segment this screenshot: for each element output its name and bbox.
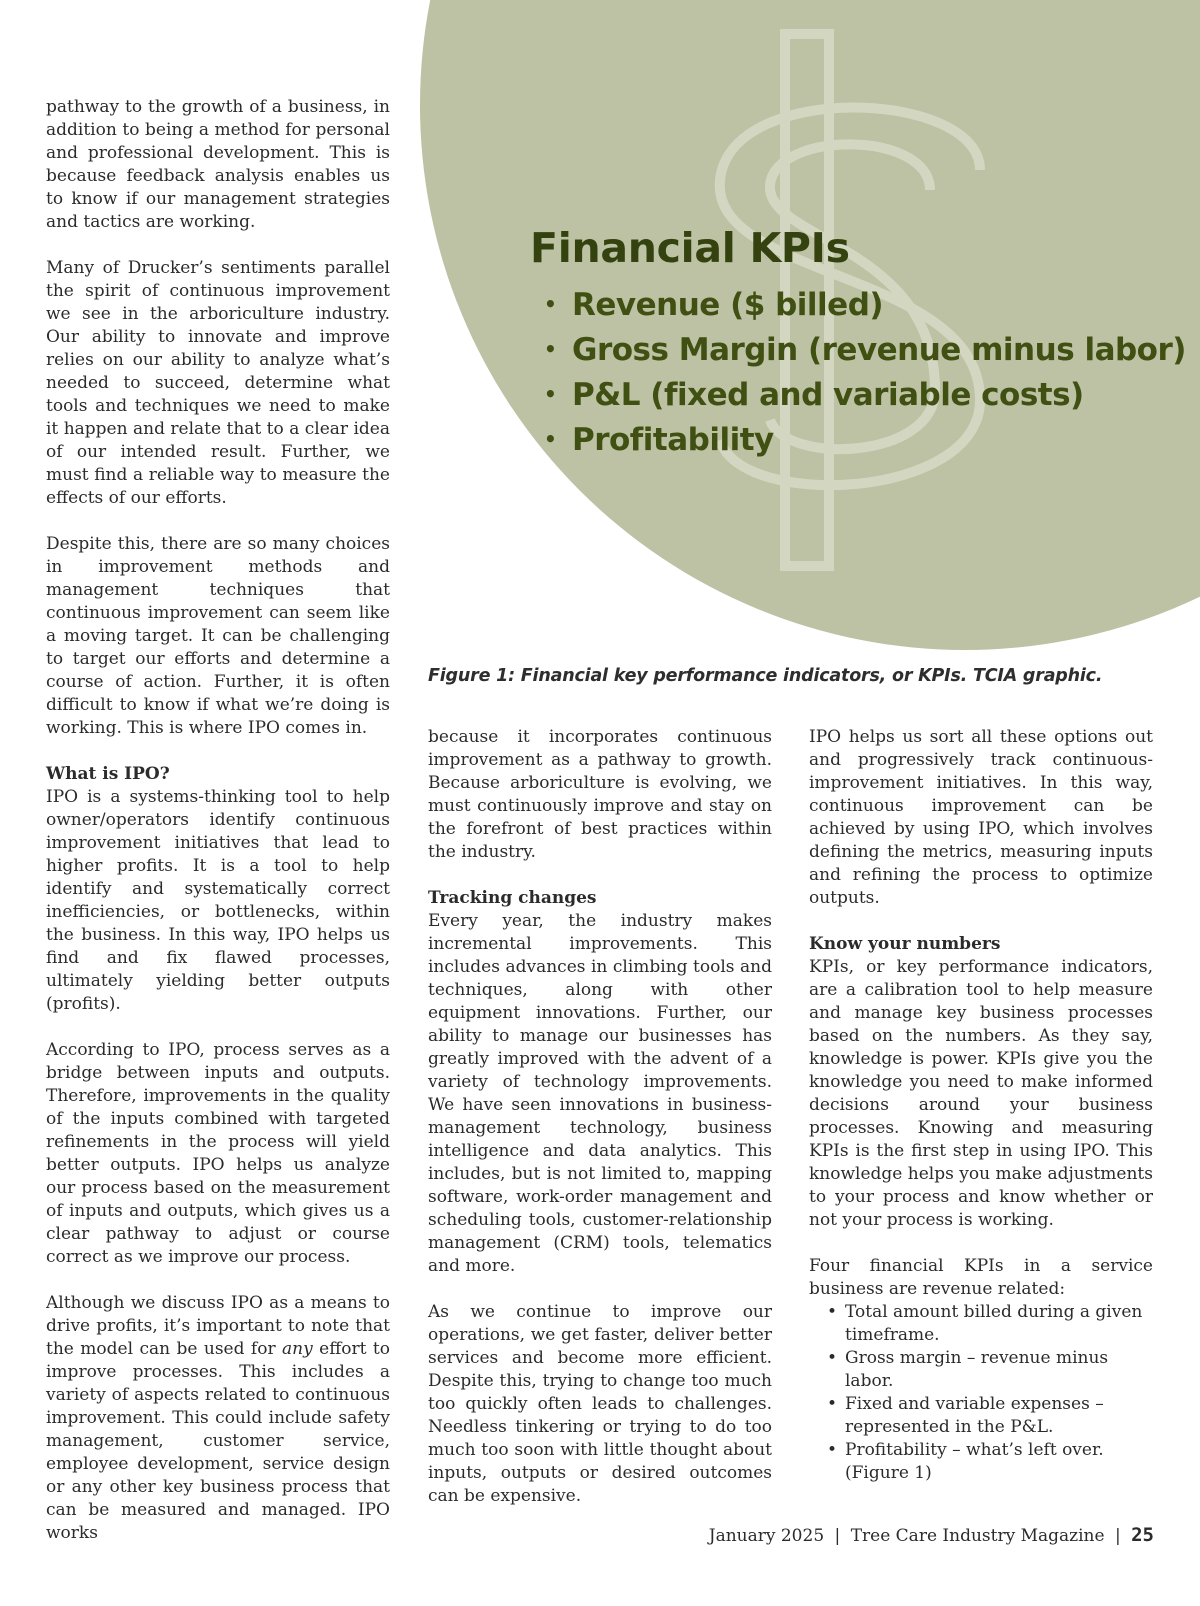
section-heading: Tracking changes — [428, 888, 597, 908]
list-item: • Fixed and variable expenses – represented in the P&L. — [827, 1393, 1153, 1439]
list-item: • Gross margin – revenue minus labor. — [827, 1347, 1153, 1393]
paragraph: Four financial KPIs in a service business are revenue related: — [809, 1256, 1153, 1299]
column-3 — [809, 726, 1153, 1485]
paragraph: As we continue to improve our operations, we get faster, deliver better services and become more efficient. Despite this, trying to change too much too quickly often leads to challenges. Needless tinkering or trying to do too much too soon with little thought about inputs, outputs or desired outcomes can be expensive. — [428, 1302, 772, 1506]
kpi-list — [530, 282, 1190, 462]
footer-separator: | — [834, 1526, 841, 1546]
list-item: • Total amount billed during a given timeframe. — [827, 1301, 1153, 1347]
paragraph: because it incorporates continuous improvement as a pathway to growth. Because arboriculture is evolving, we must continuously improve and stay on the forefront of best practices within the industry. — [428, 727, 772, 862]
paragraph: IPO is a systems-thinking tool to help owner/operators identify continuous improvement initiatives that lead to higher profits. It is a tool to help identify and systematically correct inefficiencies, or bottlenecks, within the business. In this way, IPO helps us find and fix flawed processes, ultimately yielding better outputs (profits). — [46, 787, 390, 1014]
kpi-item: • P&L (fixed and variable costs) — [544, 372, 1190, 417]
column-2 — [428, 726, 772, 1531]
kpi-item: • Revenue ($ billed) — [544, 282, 1190, 327]
kpi-title: Financial KPIs — [530, 224, 850, 272]
page-number: 25 — [1131, 1524, 1154, 1546]
issue-date: January 2025 — [708, 1526, 825, 1546]
footer-separator: | — [1114, 1526, 1121, 1546]
kpi-item: • Gross Margin (revenue minus labor) — [544, 327, 1190, 372]
section-heading: Know your numbers — [809, 934, 1001, 954]
figure-caption: Figure 1: Financial key performance indicators, or KPIs. TCIA graphic. — [428, 666, 1103, 686]
kpi-bullet-list — [809, 1301, 1153, 1485]
paragraph: Every year, the industry makes incremental improvements. This includes advances in climbing tools and techniques, along with other equipment innovations. Further, our ability to manage our businesses has greatly improved with the advent of a variety of technology improvements. We have seen innovations in business-management technology, business intelligence and data analytics. This includes, but is not limited to, mapping software, work-order management and scheduling tools, customer-relationship management (CRM) tools, telematics and more. — [428, 911, 772, 1276]
paragraph: Despite this, there are so many choices in improvement methods and management techniques that continuous improvement can seem like a moving target. It can be challenging to target our efforts and determine a course of action. Further, it is often difficult to know if what we’re doing is working. This is where IPO comes in. — [46, 534, 390, 738]
paragraph: pathway to the growth of a business, in addition to being a method for personal and professional development. This is because feedback analysis enables us to know if our management strategies and tactics are working. — [46, 97, 390, 232]
text-span: effort to improve processes. This includes a variety of aspects related to continuous improvement. This could include safety management, customer service, employee development, service design or any other key business process that can be measured and managed. IPO works — [46, 1339, 390, 1543]
paragraph: According to IPO, process serves as a bridge between inputs and outputs. Therefore, improvements in the quality of the inputs combined with targeted refinements in the process will yield better outputs. IPO helps us analyze our process based on the measurement of inputs and outputs, which gives us a clear pathway to adjust or course correct as we improve our process. — [46, 1040, 390, 1267]
column-1 — [46, 96, 390, 1568]
kpi-box — [530, 224, 1190, 462]
magazine-name: Tree Care Industry Magazine — [850, 1526, 1105, 1546]
paragraph: IPO helps us sort all these options out and progressively track continuous-improvement initiatives. In this way, continuous improvement can be achieved by using IPO, which involves defining the metrics, measuring inputs and refining the process to optimize outputs. — [809, 727, 1153, 908]
list-item: • Profitability – what’s left over. (Figure 1) — [827, 1439, 1153, 1485]
text-span: Although we discuss IPO as a means to drive profits, it’s important to note that the model can be used for — [46, 1293, 390, 1359]
page-footer — [709, 1524, 1154, 1546]
paragraph: Many of Drucker’s sentiments parallel the spirit of continuous improvement we see in the arboriculture industry. Our ability to innovate and improve relies on our ability to analyze what’s needed to succeed, determine what tools and techniques we need to make it happen and relate that to a clear idea of our intended result. Further, we must find a reliable way to measure the effects of our efforts. — [46, 258, 390, 508]
emphasis: any — [282, 1339, 313, 1359]
paragraph — [46, 1292, 390, 1545]
kpi-item: • Profitability — [544, 417, 1190, 462]
paragraph: KPIs, or key performance indicators, are a calibration tool to help measure and manage key business processes based on the numbers. As they say, knowledge is power. KPIs give you the knowledge you need to make informed decisions around your business processes. Knowing and measuring KPIs is the first step in using IPO. This knowledge helps you make adjustments to your process and know whether or not your process is working. — [809, 957, 1153, 1230]
section-heading: What is IPO? — [46, 764, 170, 784]
